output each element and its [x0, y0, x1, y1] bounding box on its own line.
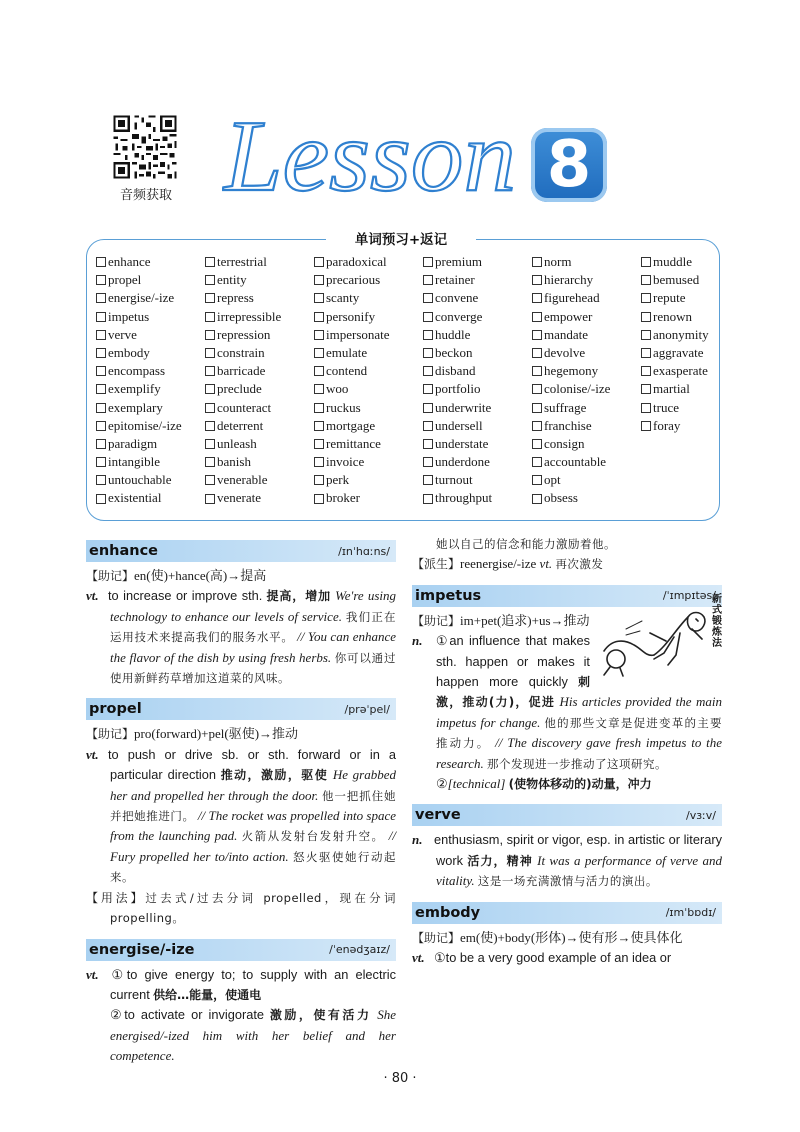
checkbox-icon[interactable] — [314, 348, 324, 358]
headword: propel — [89, 701, 142, 718]
vocab-item — [532, 271, 641, 289]
vocab-item — [641, 253, 750, 271]
vocab-word: paradoxical — [326, 254, 387, 269]
checkbox-icon[interactable] — [641, 312, 651, 322]
vocab-item — [532, 289, 641, 307]
vocab-word: foray — [653, 417, 681, 433]
vocab-word: throughput — [435, 490, 493, 506]
vocab-item — [314, 326, 423, 344]
vocab-word: exemplary — [108, 399, 163, 415]
definition: vt. ①to be a very good example of an idea or — [412, 950, 672, 966]
vocab-word: preclude — [217, 381, 262, 397]
vocab-grid — [96, 253, 750, 508]
vocab-item — [532, 489, 641, 507]
vocab-word: underdone — [435, 454, 490, 470]
vocab-item — [205, 471, 314, 489]
vocab-item — [423, 489, 532, 507]
vocab-heading: 单词预习+返记 — [326, 228, 476, 248]
vocab-column — [532, 253, 641, 508]
phonetic: /ɪnˈhɑːns/ — [338, 544, 390, 558]
checkbox-icon[interactable] — [96, 384, 106, 394]
vocab-word: portfolio — [435, 381, 481, 397]
vocab-column — [641, 253, 750, 508]
vocab-word: scanty — [326, 290, 360, 306]
vocab-item — [314, 380, 423, 398]
checkbox-icon[interactable] — [96, 257, 106, 267]
vocab-item — [96, 289, 205, 307]
entry-header-embody — [412, 902, 722, 924]
memo-line: 【助记】en(使)+hance(高)→提高 — [86, 568, 267, 583]
vocab-word: underwrite — [435, 399, 492, 415]
cartoon-caption: 新式锻炼法 — [709, 592, 721, 648]
vocab-item — [96, 471, 205, 489]
vocab-item — [96, 308, 205, 326]
vocab-word: accountable — [544, 454, 607, 470]
checkbox-icon[interactable] — [532, 384, 542, 394]
vocab-item — [205, 399, 314, 417]
checkbox-icon[interactable] — [532, 312, 542, 322]
qr-code[interactable] — [111, 113, 179, 181]
vocab-word: truce — [653, 399, 679, 415]
vocab-word: broker — [326, 490, 360, 506]
definition: vt. to increase or improve sth. 提高，增加 We're using technology to enhance our levels of service. 我们正在运用技术来提高我们的服务水平。 // You can enhance the flavor of the dish by using fresh herbs. 你可以通过使用新鲜药草增加这道菜的风味。 — [86, 588, 397, 686]
checkbox-icon[interactable] — [423, 312, 433, 322]
vocab-item — [205, 435, 314, 453]
checkbox-icon[interactable] — [314, 475, 324, 485]
checkbox-icon[interactable] — [641, 366, 651, 376]
entry-header-propel — [86, 698, 396, 720]
vocab-word: devolve — [544, 344, 586, 360]
checkbox-icon[interactable] — [532, 403, 542, 413]
vocab-item — [96, 417, 205, 435]
vocab-word: impetus — [108, 308, 150, 324]
vocab-word: deterrent — [217, 417, 264, 433]
vocab-word: irrepressible — [217, 308, 282, 324]
right-column — [412, 538, 722, 969]
checkbox-icon[interactable] — [532, 421, 542, 431]
vocab-item — [423, 399, 532, 417]
checkbox-icon[interactable] — [423, 421, 433, 431]
checkbox-icon[interactable] — [314, 293, 324, 303]
checkbox-icon[interactable] — [205, 366, 215, 376]
vocab-item — [314, 344, 423, 362]
vocab-item — [532, 344, 641, 362]
vocab-item — [423, 326, 532, 344]
vocab-word: epitomise/-ize — [108, 417, 182, 433]
vocab-word: convene — [435, 290, 479, 306]
phonetic: /ˈenədʒaɪz/ — [329, 943, 390, 956]
cartoon-illustration — [596, 589, 726, 679]
vocab-word: untouchable — [108, 472, 172, 488]
vocab-item — [205, 362, 314, 380]
checkbox-icon[interactable] — [641, 421, 651, 431]
checkbox-icon[interactable] — [314, 403, 324, 413]
vocab-item — [96, 253, 205, 271]
vocab-item — [641, 308, 750, 326]
vocab-column — [96, 253, 205, 508]
checkbox-icon[interactable] — [314, 257, 324, 267]
vocab-word: venerate — [217, 490, 262, 506]
vocab-item — [314, 453, 423, 471]
vocab-item — [205, 326, 314, 344]
checkbox-icon[interactable] — [205, 475, 215, 485]
checkbox-icon[interactable] — [96, 348, 106, 358]
checkbox-icon[interactable] — [532, 366, 542, 376]
checkbox-icon[interactable] — [205, 421, 215, 431]
vocab-item — [423, 308, 532, 326]
vocab-word: terrestrial — [217, 254, 267, 269]
vocab-word: energise/-ize — [108, 290, 175, 306]
checkbox-icon[interactable] — [205, 312, 215, 322]
entry-header-energise — [86, 939, 396, 961]
vocab-word: entity — [217, 272, 247, 288]
vocab-word: repress — [217, 290, 254, 306]
checkbox-icon[interactable] — [423, 275, 433, 285]
vocab-item — [314, 471, 423, 489]
vocab-item — [532, 471, 641, 489]
vocab-word: opt — [544, 472, 561, 488]
vocab-word: paradigm — [108, 435, 158, 451]
checkbox-icon[interactable] — [423, 457, 433, 467]
vocab-word: unleash — [217, 435, 257, 451]
vocab-item — [96, 271, 205, 289]
checkbox-icon[interactable] — [532, 494, 542, 504]
checkbox-icon[interactable] — [423, 475, 433, 485]
checkbox-icon[interactable] — [96, 457, 106, 467]
checkbox-icon[interactable] — [205, 275, 215, 285]
checkbox-icon[interactable] — [641, 348, 651, 358]
checkbox-icon[interactable] — [96, 421, 106, 431]
left-column — [86, 538, 396, 1067]
vocab-item — [96, 453, 205, 471]
vocab-item — [314, 308, 423, 326]
vocab-word: disband — [435, 363, 476, 379]
vocab-word: repute — [653, 290, 686, 306]
checkbox-icon[interactable] — [205, 384, 215, 394]
checkbox-icon[interactable] — [641, 293, 651, 303]
headword: enhance — [89, 543, 159, 559]
vocab-item — [96, 344, 205, 362]
vocab-item — [423, 253, 532, 271]
vocab-word: mandate — [544, 326, 589, 342]
vocab-word: suffrage — [544, 399, 587, 415]
vocab-word: impersonate — [326, 326, 390, 342]
vocab-word: precarious — [326, 272, 381, 288]
checkbox-icon[interactable] — [423, 366, 433, 376]
vocab-item — [314, 289, 423, 307]
definition: n. enthusiasm, spirit or vigor, esp. in artistic or literary work 活力，精神 It was a performance of verve and vitality. 这是一场充满激情与活力的演出。 — [412, 832, 722, 889]
vocab-item — [314, 417, 423, 435]
vocab-word: exasperate — [653, 363, 708, 379]
vocab-item — [314, 435, 423, 453]
vocab-word: venerable — [217, 472, 268, 488]
lesson-title — [222, 92, 522, 202]
checkbox-icon[interactable] — [205, 348, 215, 358]
vocab-word: undersell — [435, 417, 483, 433]
definition: vt. ①to give energy to; to supply with an electric current 供给…能量，使通电 — [86, 966, 397, 1002]
checkbox-icon[interactable] — [96, 494, 106, 504]
vocab-word: enhance — [108, 254, 151, 269]
phonetic: /ɪmˈbɒdɪ/ — [665, 906, 716, 920]
vocab-word: retainer — [435, 272, 475, 288]
vocab-item — [314, 489, 423, 507]
vocab-item — [532, 453, 641, 471]
vocab-item — [423, 453, 532, 471]
vocab-item — [205, 271, 314, 289]
checkbox-icon[interactable] — [314, 384, 324, 394]
vocab-item — [205, 453, 314, 471]
lesson-word: Lesson — [222, 100, 516, 202]
checkbox-icon[interactable] — [205, 330, 215, 340]
vocab-column — [314, 253, 423, 508]
vocab-word: renown — [653, 308, 692, 324]
vocab-item — [96, 326, 205, 344]
vocab-word: embody — [108, 344, 150, 360]
vocab-item — [641, 380, 750, 398]
vocab-item — [314, 271, 423, 289]
vocab-word: norm — [544, 254, 572, 269]
derive-line: 【派生】reenergise/-ize vt. 再次激发 — [412, 556, 604, 572]
checkbox-icon[interactable] — [96, 475, 106, 485]
vocab-word: existential — [108, 490, 162, 506]
vocab-item — [641, 399, 750, 417]
checkbox-icon[interactable] — [641, 330, 651, 340]
vocab-word: anonymity — [653, 326, 709, 342]
vocab-word: verve — [108, 326, 137, 342]
checkbox-icon[interactable] — [205, 457, 215, 467]
definition: ②to activate or invigorate 激励，使有活力 She energised/-ized him with her belief and her competence. — [110, 1007, 397, 1064]
checkbox-icon[interactable] — [96, 403, 106, 413]
checkbox-icon[interactable] — [96, 293, 106, 303]
vocab-column — [423, 253, 532, 508]
memo-line: 【助记】em(使)+body(形体)→使有形→使具体化 — [412, 929, 683, 945]
headword: energise/-ize — [89, 941, 195, 958]
checkbox-icon[interactable] — [423, 439, 433, 449]
checkbox-icon[interactable] — [532, 439, 542, 449]
vocab-item — [205, 344, 314, 362]
vocab-word: exemplify — [108, 381, 161, 397]
vocab-item — [314, 362, 423, 380]
vocab-word: emulate — [326, 344, 368, 360]
vocab-item — [205, 253, 314, 271]
checkbox-icon[interactable] — [96, 366, 106, 376]
checkbox-icon[interactable] — [423, 257, 433, 267]
checkbox-icon[interactable] — [423, 330, 433, 340]
vocab-word: hegemony — [544, 363, 599, 379]
checkbox-icon[interactable] — [205, 494, 215, 504]
checkbox-icon[interactable] — [532, 330, 542, 340]
vocab-item — [641, 362, 750, 380]
vocab-word: propel — [108, 272, 142, 288]
entry-header-enhance — [86, 540, 396, 562]
vocab-word: franchise — [544, 417, 592, 433]
checkbox-icon[interactable] — [205, 257, 215, 267]
headword: verve — [415, 807, 461, 824]
vocab-word: turnout — [435, 472, 473, 488]
checkbox-icon[interactable] — [532, 348, 542, 358]
checkbox-icon[interactable] — [96, 312, 106, 322]
vocab-item — [641, 326, 750, 344]
definition: vt. to push or drive sb. or sth. forward or in a particular direction 推动，激励，驱使 He grabbed her and propelled her through the door. 他一把抓住她并把她推进门。 // The rocket was propelled into space from the launching pad. 火箭从发射台发射升空。 // Fury propelled her to/into action. 怒火驱使她行动起来。 — [86, 746, 397, 885]
vocab-item — [96, 399, 205, 417]
continued-line: 她以自己的信念和能力激励着他。 — [436, 537, 616, 551]
vocab-item — [532, 399, 641, 417]
vocab-item — [532, 417, 641, 435]
qr-label: 音频获取 — [119, 188, 172, 203]
vocab-item — [205, 308, 314, 326]
checkbox-icon[interactable] — [96, 439, 106, 449]
checkbox-icon[interactable] — [423, 293, 433, 303]
vocab-column — [205, 253, 314, 508]
vocab-word: banish — [217, 454, 251, 470]
vocab-word: encompass — [108, 363, 166, 379]
vocab-item — [96, 435, 205, 453]
checkbox-icon[interactable] — [314, 439, 324, 449]
vocab-item — [314, 253, 423, 271]
checkbox-icon[interactable] — [641, 257, 651, 267]
headword: embody — [415, 904, 481, 921]
vocab-word: consign — [544, 435, 585, 451]
vocab-item — [532, 362, 641, 380]
vocab-word: counteract — [217, 399, 272, 415]
definition: n. ①an influence that makes sth. happen or makes it happen more quickly 刺激，推动(力)，促进 His articles provided the main impetus for change. 他的那些文章是促进变革的主要推动力。 // The discovery gave fresh impetus to the research. 那个发现进一步推动了这项研究。 — [412, 633, 723, 771]
vocab-word: beckon — [435, 344, 473, 360]
vocab-word: converge — [435, 308, 483, 324]
vocab-word: intangible — [108, 454, 160, 470]
vocab-item — [205, 489, 314, 507]
vocab-item — [423, 435, 532, 453]
vocab-word: aggravate — [653, 344, 704, 360]
vocab-word: empower — [544, 308, 593, 324]
vocab-item — [641, 344, 750, 362]
vocab-word: obsess — [544, 490, 578, 506]
vocab-item — [641, 271, 750, 289]
vocab-item — [423, 471, 532, 489]
vocab-item — [423, 289, 532, 307]
checkbox-icon[interactable] — [532, 475, 542, 485]
vocab-word: premium — [435, 254, 482, 269]
vocab-word: personify — [326, 308, 376, 324]
vocab-item — [423, 271, 532, 289]
vocab-item — [314, 399, 423, 417]
vocab-item — [96, 489, 205, 507]
checkbox-icon[interactable] — [205, 293, 215, 303]
checkbox-icon[interactable] — [314, 330, 324, 340]
memo-line: 【助记】pro(forward)+pel(驱使)→推动 — [86, 726, 299, 742]
vocab-item — [532, 253, 641, 271]
memo-line: 【助记】im+pet(追求)+us→推动 — [412, 612, 590, 628]
vocab-item — [205, 289, 314, 307]
checkbox-icon[interactable] — [423, 403, 433, 413]
checkbox-icon[interactable] — [423, 384, 433, 394]
vocab-item — [532, 435, 641, 453]
vocab-word: perk — [326, 472, 350, 488]
vocab-word: constrain — [217, 344, 265, 360]
vocab-word: muddle — [653, 254, 692, 269]
vocab-word: mortgage — [326, 417, 376, 433]
vocab-item — [532, 380, 641, 398]
phonetic: /ˈɪmpɪtəs/ — [662, 589, 716, 603]
vocab-item — [205, 380, 314, 398]
vocab-item — [96, 362, 205, 380]
checkbox-icon[interactable] — [532, 457, 542, 467]
checkbox-icon[interactable] — [641, 275, 651, 285]
checkbox-icon[interactable] — [423, 494, 433, 504]
checkbox-icon[interactable] — [205, 439, 215, 449]
checkbox-icon[interactable] — [314, 366, 324, 376]
headword: impetus — [415, 587, 482, 604]
vocab-word: martial — [653, 381, 690, 397]
checkbox-icon[interactable] — [423, 348, 433, 358]
checkbox-icon[interactable] — [314, 494, 324, 504]
vocab-word: colonise/-ize — [544, 381, 611, 397]
vocab-word: barricade — [217, 363, 266, 379]
phonetic: /prəˈpel/ — [344, 702, 390, 716]
vocab-word: figurehead — [544, 290, 600, 306]
page-number: · 80 · — [383, 1071, 417, 1086]
vocab-item — [532, 308, 641, 326]
vocab-item — [423, 362, 532, 380]
vocab-word: woo — [326, 381, 349, 397]
checkbox-icon[interactable] — [314, 275, 324, 285]
vocab-word: hierarchy — [544, 272, 594, 288]
vocab-word: huddle — [435, 326, 471, 342]
checkbox-icon[interactable] — [532, 257, 542, 267]
vocab-item — [205, 417, 314, 435]
entry-header-verve — [412, 804, 722, 826]
checkbox-icon[interactable] — [532, 293, 542, 303]
checkbox-icon[interactable] — [314, 421, 324, 431]
definition: ②[technical] (使物体移动的)动量，冲力 — [436, 776, 652, 792]
vocab-word: remittance — [326, 435, 381, 451]
vocab-word: invoice — [326, 454, 365, 470]
vocab-item — [532, 326, 641, 344]
vocab-item — [423, 380, 532, 398]
vocab-word: contend — [326, 363, 368, 379]
vocab-item — [641, 417, 750, 435]
vocab-word: understate — [435, 435, 489, 451]
phonetic: /vɜːv/ — [686, 808, 716, 822]
vocab-word: repression — [217, 326, 271, 342]
vocab-item — [641, 289, 750, 307]
checkbox-icon[interactable] — [96, 330, 106, 340]
checkbox-icon[interactable] — [641, 384, 651, 394]
lesson-number-badge: 8 — [531, 128, 607, 202]
checkbox-icon[interactable] — [641, 403, 651, 413]
vocab-item — [423, 344, 532, 362]
vocab-item — [423, 417, 532, 435]
checkbox-icon[interactable] — [205, 403, 215, 413]
vocab-word: ruckus — [326, 399, 361, 415]
usage-line: 【用法】过去式/过去分词 propelled，现在分词 propelling。 — [86, 890, 396, 926]
checkbox-icon[interactable] — [532, 275, 542, 285]
checkbox-icon[interactable] — [314, 312, 324, 322]
vocab-item — [96, 380, 205, 398]
checkbox-icon[interactable] — [96, 275, 106, 285]
checkbox-icon[interactable] — [314, 457, 324, 467]
vocab-word: bemused — [653, 272, 700, 288]
